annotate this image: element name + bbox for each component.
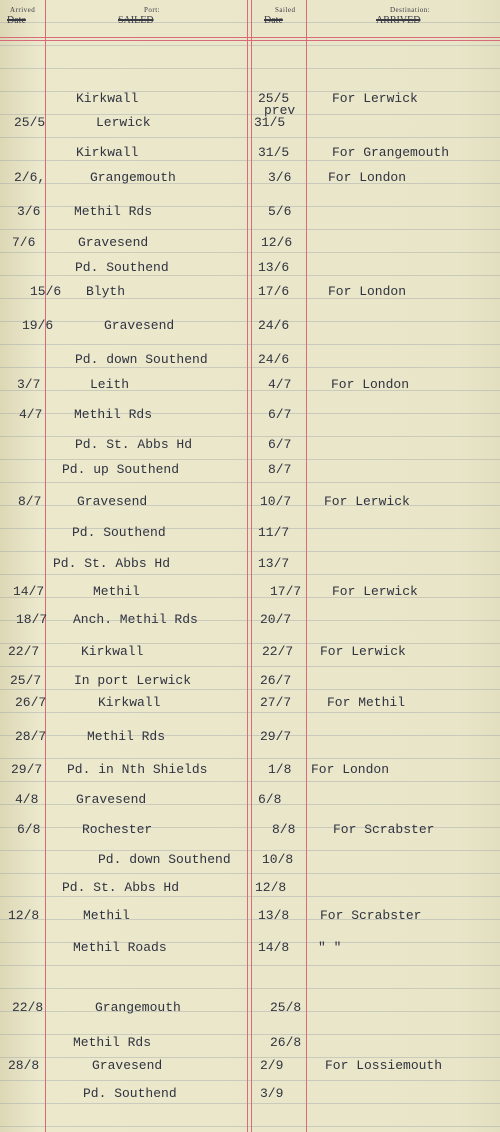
row-port-cell: Kirkwall: [81, 644, 144, 659]
row-sailed-cell: 22/7: [262, 644, 294, 659]
row-dest-cell: For London: [311, 762, 390, 777]
row-arrived-cell: 26/7: [15, 695, 47, 710]
row-port-cell: Gravesend: [76, 792, 147, 807]
row-sailed-cell: 29/7: [260, 729, 292, 744]
row-port-cell: Methil: [83, 908, 130, 923]
row-dest-cell: " ": [318, 940, 342, 955]
row-port-cell: Lerwick: [96, 115, 151, 130]
row-sailed-cell: 8/7: [268, 462, 292, 477]
row-dest-cell: For Lossiemouth: [325, 1058, 443, 1073]
row-port-cell: Grangemouth: [90, 170, 176, 185]
row-sailed-cell: 4/7: [268, 377, 292, 392]
row-sailed-cell: 6/7: [268, 437, 292, 452]
row-sailed-cell: 1/8: [268, 762, 292, 777]
row-port-cell: Pd. down Southend: [98, 852, 231, 867]
row-arrived-cell: 6/8: [17, 822, 41, 837]
row-arrived-cell: 29/7: [11, 762, 43, 777]
row-port-cell: Methil Rds: [87, 729, 166, 744]
row-dest-cell: For London: [328, 284, 407, 299]
row-sailed-cell: 3/6: [268, 170, 292, 185]
row-port-cell: Anch. Methil Rds: [73, 612, 198, 627]
row-port-cell: Blyth: [86, 284, 126, 299]
row-port-cell: Pd. St. Abbs Hd: [62, 880, 180, 895]
row-port-cell: In port Lerwick: [74, 673, 192, 688]
row-sailed-cell: 25/5: [258, 91, 290, 106]
row-sailed-cell: 12/8: [255, 880, 287, 895]
row-arrived-cell: 25/5: [14, 115, 46, 130]
row-arrived-cell: 22/8: [12, 1000, 44, 1015]
row-dest-cell: For London: [331, 377, 410, 392]
row-arrived-cell: 28/8: [8, 1058, 40, 1073]
row-dest-cell: For Grangemouth: [332, 145, 450, 160]
row-port-cell: Gravesend: [104, 318, 175, 333]
destination-header: Destination:: [390, 6, 431, 14]
port-sailed-header: SAILED: [118, 15, 154, 26]
row-dest-cell: For Lerwick: [332, 91, 418, 106]
row-sailed-cell: 3/9: [260, 1086, 284, 1101]
row-port-cell: Gravesend: [77, 494, 148, 509]
row-dest-cell: For London: [328, 170, 407, 185]
row-port-cell: Rochester: [82, 822, 153, 837]
row-arrived-cell: 14/7: [13, 584, 45, 599]
row-port-cell: Methil Rds: [74, 407, 153, 422]
row-dest-cell: For Lerwick: [324, 494, 410, 509]
row-arrived-cell: 7/6: [12, 235, 36, 250]
row-port-cell: Methil: [93, 584, 140, 599]
destination-arrived-header: ARRIVED: [376, 15, 421, 26]
row-arrived-cell: 4/8: [15, 792, 39, 807]
row-dest-cell: For Methil: [327, 695, 406, 710]
row-arrived-cell: 8/7: [18, 494, 42, 509]
row-sailed-cell: 14/8: [258, 940, 290, 955]
row-sailed-cell: 10/7: [260, 494, 292, 509]
row-sailed-cell: 10/8: [262, 852, 294, 867]
row-sailed-cell: 6/7: [268, 407, 292, 422]
row-sailed-cell: 2/9: [260, 1058, 284, 1073]
row-sailed-cell: 25/8: [270, 1000, 302, 1015]
row-sailed-cell: 24/6: [258, 352, 290, 367]
row-port-cell: Pd. St. Abbs Hd: [53, 556, 171, 571]
row-arrived-cell: 19/6: [22, 318, 54, 333]
prev-note: prev: [264, 103, 296, 118]
row-port-cell: Pd. St. Abbs Hd: [75, 437, 193, 452]
row-port-cell: Gravesend: [78, 235, 149, 250]
row-sailed-cell: 13/7: [258, 556, 290, 571]
row-sailed-cell: 20/7: [260, 612, 292, 627]
row-sailed-cell: 8/8: [272, 822, 296, 837]
row-port-cell: Pd. Southend: [72, 525, 166, 540]
row-sailed-cell: 12/6: [261, 235, 293, 250]
row-port-cell: Kirkwall: [76, 145, 139, 160]
sailed-date-header: Date: [264, 15, 283, 26]
row-sailed-cell: 13/6: [258, 260, 290, 275]
row-sailed-cell: 17/7: [270, 584, 302, 599]
row-arrived-cell: 3/7: [17, 377, 41, 392]
row-port-cell: Kirkwall: [98, 695, 161, 710]
row-sailed-cell: 6/8: [258, 792, 282, 807]
row-port-cell: Pd. in Nth Shields: [67, 762, 208, 777]
row-arrived-cell: 12/8: [8, 908, 40, 923]
row-port-cell: Pd. Southend: [75, 260, 169, 275]
row-arrived-cell: 2/6,: [14, 170, 46, 185]
row-port-cell: Kirkwall: [76, 91, 139, 106]
row-sailed-cell: 17/6: [258, 284, 290, 299]
row-port-cell: Pd. down Southend: [75, 352, 208, 367]
row-arrived-cell: 22/7: [8, 644, 40, 659]
row-sailed-cell: 31/5: [254, 115, 286, 130]
row-arrived-cell: 25/7: [10, 673, 42, 688]
row-port-cell: Methil Rds: [73, 1035, 152, 1050]
row-port-cell: Gravesend: [92, 1058, 163, 1073]
row-port-cell: Leith: [90, 377, 130, 392]
row-port-cell: Pd. up Southend: [62, 462, 180, 477]
row-arrived-cell: 3/6: [17, 204, 41, 219]
arrived-date-header: Date: [7, 15, 26, 26]
row-sailed-cell: 26/8: [270, 1035, 302, 1050]
row-dest-cell: For Lerwick: [320, 644, 406, 659]
row-sailed-cell: 27/7: [260, 695, 292, 710]
row-port-cell: Methil Rds: [74, 204, 153, 219]
row-arrived-cell: 18/7: [16, 612, 48, 627]
row-dest-cell: For Lerwick: [332, 584, 418, 599]
row-sailed-cell: 11/7: [258, 525, 290, 540]
row-arrived-cell: 4/7: [19, 407, 43, 422]
port-header: Port:: [144, 6, 161, 14]
row-sailed-cell: 5/6: [268, 204, 292, 219]
row-dest-cell: For Scrabster: [333, 822, 435, 837]
row-port-cell: Grangemouth: [95, 1000, 181, 1015]
row-sailed-cell: 13/8: [258, 908, 290, 923]
row-sailed-cell: 31/5: [258, 145, 290, 160]
row-arrived-cell: 15/6: [30, 284, 62, 299]
row-port-cell: Methil Roads: [73, 940, 167, 955]
row-arrived-cell: 28/7: [15, 729, 47, 744]
row-sailed-cell: 26/7: [260, 673, 292, 688]
row-sailed-cell: 24/6: [258, 318, 290, 333]
sailed-header: Sailed: [275, 6, 296, 14]
row-dest-cell: For Scrabster: [320, 908, 422, 923]
row-port-cell: Pd. Southend: [83, 1086, 177, 1101]
arrived-header: Arrived: [10, 6, 36, 14]
